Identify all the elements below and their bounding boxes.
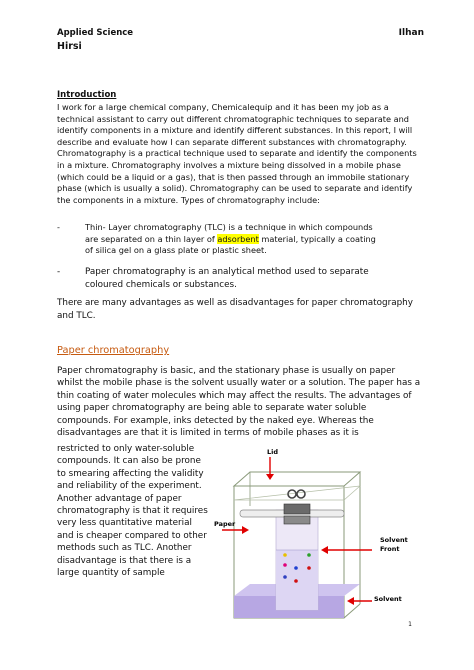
advantages-paragraph: There are many advantages as well as disadvantages for paper chromatography and TLC. (57, 298, 413, 321)
solvent-front-arrow-head (321, 546, 328, 554)
bullet-tlc-before: Thin- Layer chromatography (TLC) is a technique in which compounds are separated on a thin layer of (85, 222, 373, 244)
spot-red-2 (294, 579, 298, 583)
chromatography-tank-diagram (212, 444, 418, 628)
header-course: Applied Science (57, 28, 134, 38)
paper-chromatography-heading: Paper chromatography (57, 345, 170, 356)
paper-chromatography-paragraph: Paper chromatography is basic, and the stationary phase is usually on paper whilst the mobile phase is the solvent usually water or a solution. The paper has a thin coating of water molecules which may affect the results. The advantages of using paper chromatography are being able to separate water soluble compounds. For example, inks detected by the naked eye. Whereas the disadvantages are that it is limited in terms of mobile phases as it is (57, 366, 421, 439)
paper-clip (284, 504, 310, 514)
bullet-dash: - (57, 267, 61, 277)
page-number: 1 (408, 621, 412, 628)
tank-lid-top (234, 472, 360, 486)
label-paper: Paper (214, 520, 236, 528)
label-solvent: Solvent (374, 595, 402, 603)
label-solvent-front-2: Front (380, 545, 400, 553)
label-lid: Lid (267, 448, 279, 456)
header-last-name: Ilhan (398, 28, 424, 38)
label-solvent-front-1: Solvent (380, 536, 408, 544)
highlighted-word: adsorbent (217, 233, 259, 244)
introduction-paragraph: I work for a large chemical company, Chemicalequip and it has been my job as a technical assistant to carry out different chromatographic techniques to separate and identify components in a mixture and identify different substances. In this report, I will describe and evaluate how I can separate different substances with chromatography. Chromatography is a practical technique used to separate and identify the components in a mixture. Chromatography involves a mixture being dissolved in a mobile phase (which could be a liquid or a gas), that is then passed through an immobile stationary phase (which is usually a solid). Chromatography can be used to separate and identify the components in a mixture. Types of chromatography include: (57, 102, 417, 205)
spot-red-1 (307, 566, 311, 570)
introduction-heading: Introduction (57, 90, 117, 100)
header-first-name: Hirsi (57, 41, 82, 52)
spot-blue (294, 566, 298, 570)
paper-arrow-head (242, 526, 249, 534)
solvent-arrow-head (347, 597, 354, 605)
paper-clip-jaw (284, 516, 310, 524)
lid-arrow-head (266, 474, 274, 480)
paper-chromatography-paragraph-continued: restricted to only water-soluble compounds. It can also be prone to smearing affecting the validity and reliability of the experiment. Another advantage of paper chromatography is that it requires very less quantitative material and is cheaper compared to other methods such as TLC. Another disadvantage is that there is a large quantity of sample (57, 444, 208, 579)
clip-ring-right (297, 490, 305, 498)
bullet-tlc-text (85, 222, 385, 257)
header-left (57, 28, 133, 52)
spot-green (307, 553, 311, 557)
spot-yellow (283, 553, 287, 557)
tank-bottom-edge (344, 604, 360, 618)
spot-magenta (283, 563, 287, 567)
spot-navy (283, 575, 287, 579)
bullet-dash: - (57, 222, 60, 232)
bullet-tlc-after: material, typically a coating of silica gel on a glass plate or plastic sheet. (85, 233, 376, 256)
bullet-paper-text: Paper chromatography is an analytical method used to separate coloured chemicals or substances. (85, 267, 369, 290)
